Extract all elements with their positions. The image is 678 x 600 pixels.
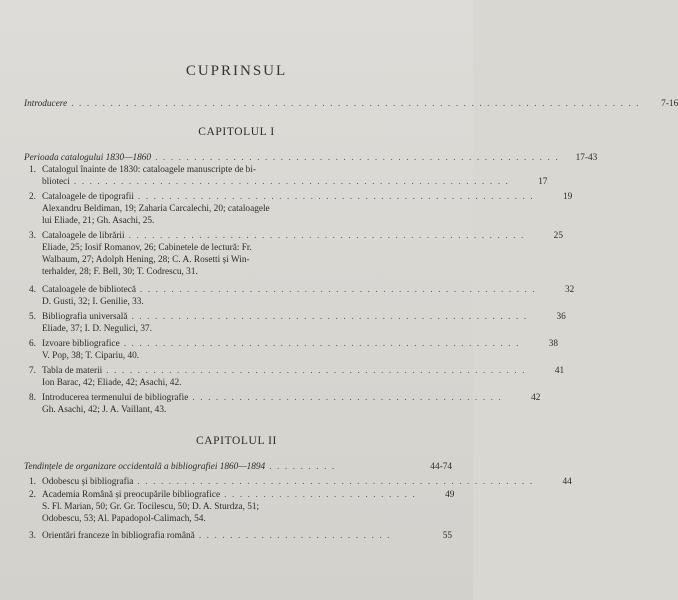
leader-dots: . . . . . . . . . . . . . . . . . . . . . . . . . . . . . . . . . . . . . . . . . . . . . . . . . . . bbox=[139, 285, 537, 295]
leader-dots: . . . . . . . . . bbox=[269, 462, 336, 472]
leader-dots: . . . . . . . . . . . . . . . . . . . . . . . . . bbox=[224, 490, 417, 500]
page-title: CUPRINSUL bbox=[185, 63, 288, 79]
toc-item-1-7[interactable]: 7. Tabla de materii . . . . . . . . . . . . . . . . . . . . . . . . . . . . . . . . . . . . . . . . . . . . . . . . . . . . . . 41 Ion Barac, 42; Eliade, 42; Asachi, 42. bbox=[29, 366, 565, 388]
toc-label: Perioada catalogului 1830—1860 bbox=[24, 153, 152, 163]
toc-item-1-1[interactable]: 1. Catalogul înainte de 1830: cataloagele manuscripte de bi- blioteci . . . . . . . . . . . . . . . . . . . . . . . . . . . . . . . . . . . . . . . . . . . . . . . . . . . . . . . . 17 bbox=[29, 165, 548, 187]
leader-dots: . . . . . . . . . . . . . . . . . . . . . . . . . . . . . . . . . . . . . . . . . . . . . . . . . . . . . . . . . . . . . . . . . . . . . . . . . bbox=[71, 99, 641, 109]
leader-dots: . . . . . . . . . . . . . . . . . . . . . . . . . . . . . . . . . . . . . . . . . . . . . . . . . . . . . . bbox=[106, 366, 527, 376]
chapter-heading-2: CAPITOLUL II bbox=[196, 435, 277, 447]
leader-dots: . . . . . . . . . . . . . . . . . . . . . . . . . . . . . . . . . . . . . . . . . . . . . . . . . . . . . . . . bbox=[73, 177, 510, 187]
toc-section-tendinte[interactable] bbox=[24, 461, 452, 473]
toc-item-1-6[interactable]: 6. Izvoare bibliografice . . . . . . . . . . . . . . . . . . . . . . . . . . . . . . . . . . . . . . . . . . . . . . . . . . . 38 V. Pop, 38; T. Cipariu, 40. bbox=[29, 339, 559, 361]
toc-item-2-3[interactable]: 3. Orientări franceze în bibliografia română . . . . . . . . . . . . . . . . . . . . . . . . . 55 bbox=[29, 531, 452, 541]
toc-label: Tendințele de organizare occidentală a bibliografiei 1860—1894 bbox=[24, 462, 266, 472]
toc-page-number: 7-16 bbox=[661, 99, 678, 109]
leader-dots: . . . . . . . . . . . . . . . . . . . . . . . . . bbox=[198, 531, 392, 541]
leader-dots: . . . . . . . . . . . . . . . . . . . . . . . . . . . . . . . . . . . . . . . . . . . . . . . . . . . bbox=[123, 339, 521, 349]
toc-page-number: 17-43 bbox=[575, 153, 598, 163]
toc-item-2-1[interactable]: 1. Odobescu și bibliografia . . . . . . . . . . . . . . . . . . . . . . . . . . . . . . . . . . . . . . . . . . . . . . . . . . . 44 bbox=[29, 477, 572, 487]
chapter-heading-1: CAPITOLUL I bbox=[198, 126, 275, 138]
toc-label: Introducere bbox=[24, 99, 68, 109]
toc-section-perioada[interactable] bbox=[24, 152, 598, 164]
toc-item-1-2[interactable]: 2. Cataloagele de tipografii . . . . . . . . . . . . . . . . . . . . . . . . . . . . . . . . . . . . . . . . . . . . . . . . . . . 19 Alexandru Beldiman, 19; Zaharia Carcalechi, 20; cataloagele lui Eliade, 21; Gh. Asachi, 25. bbox=[29, 192, 573, 226]
toc-item-2-2[interactable]: 2. Academia Română și preocupările bibliografice . . . . . . . . . . . . . . . . . . . . . . . . . 49 S. Fl. Marian, 50; Gr. Gr. Tocilescu, 50; D. A. Sturdza, 51; Odobescu, 53; Al. Papadopol-Calimach, 54. bbox=[29, 490, 455, 524]
toc-page-number: 44-74 bbox=[430, 462, 452, 472]
leader-dots: . . . . . . . . . . . . . . . . . . . . . . . . . . . . . . . . . . . . . . . . . . . . . . . . . . . bbox=[131, 312, 528, 322]
toc-item-1-3[interactable]: 3. Cataloagele de librării . . . . . . . . . . . . . . . . . . . . . . . . . . . . . . . . . . . . . . . . . . . . . . . . . . . 25 Eliade, 25; Iosif Romanov, 26; Cabinetele de lectură: Fr. Walbaum, 27; Adolph Hening, 28; C. A. Rosetti și Win- terhalder, 28; F. Bell, 30; T. Codrescu, 31. bbox=[29, 231, 563, 277]
leader-dots: . . . . . . . . . . . . . . . . . . . . . . . . . . . . . . . . . . . . . . . . . . . . . . . . . . . . bbox=[155, 153, 560, 163]
leader-dots: . . . . . . . . . . . . . . . . . . . . . . . . . . . . . . . . . . . . . . . . . . . . . . . . . . . bbox=[137, 477, 534, 487]
toc-entry-introducere[interactable] bbox=[24, 98, 678, 110]
leader-dots: . . . . . . . . . . . . . . . . . . . . . . . . . . . . . . . . . . . . . . . . . . . . . . . . . . . bbox=[128, 231, 525, 241]
toc-item-1-8[interactable]: 8. Introducerea termenului de bibliografie . . . . . . . . . . . . . . . . . . . . . . . . . . . . . . . . . . . . . . . . 42 Gh. Asachi, 42; J. A. Vaillant, 43. bbox=[29, 393, 541, 415]
toc-item-1-5[interactable]: 5. Bibliografia universală . . . . . . . . . . . . . . . . . . . . . . . . . . . . . . . . . . . . . . . . . . . . . . . . . . . 36 Eliade, 37; I. D. Negulici, 37. bbox=[29, 312, 566, 334]
leader-dots: . . . . . . . . . . . . . . . . . . . . . . . . . . . . . . . . . . . . . . . . . . . . . . . . . . . bbox=[137, 192, 535, 202]
leader-dots: . . . . . . . . . . . . . . . . . . . . . . . . . . . . . . . . . . . . . . . . bbox=[192, 393, 503, 403]
toc-item-1-4[interactable]: 4. Cataloagele de bibliotecă . . . . . . . . . . . . . . . . . . . . . . . . . . . . . . . . . . . . . . . . . . . . . . . . . . . 32 D. Gusti, 32; I. Genilie, 33. bbox=[29, 285, 575, 307]
